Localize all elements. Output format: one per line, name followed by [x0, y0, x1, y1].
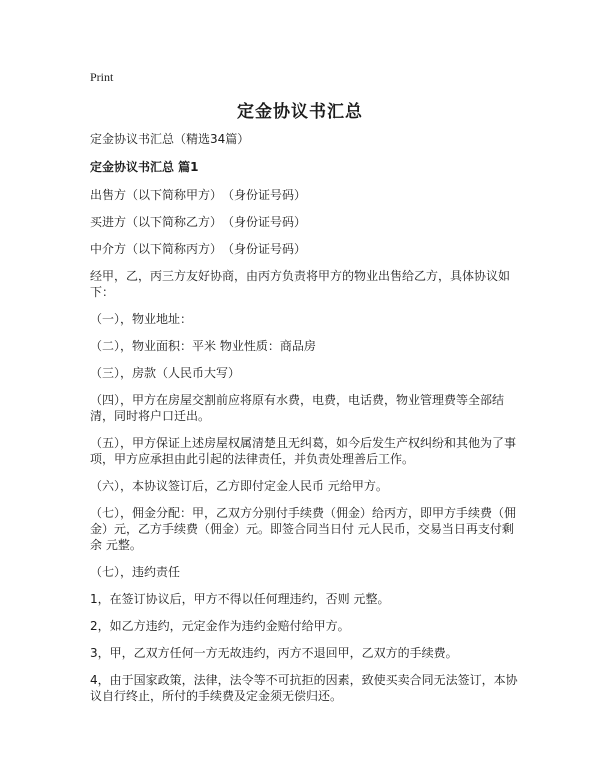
paragraph-item-2: （二），物业面积：平米 物业性质：商品房 [90, 339, 316, 353]
paragraph-item-3: （三），房款（人民币大写） [90, 366, 241, 380]
paragraph-breach-heading: （七），违约责任 [90, 565, 181, 579]
paragraph-item-1: （一），物业地址： [90, 312, 193, 326]
paragraph-intro: 经甲，乙，丙三方友好协商，由丙方负责将甲方的物业出售给乙方，具体协议如下： [90, 269, 511, 299]
paragraph-breach-1: 1，在签订协议后，甲方不得以任何理违约，否则 元整。 [90, 592, 390, 606]
print-link[interactable]: Print [90, 70, 114, 84]
document-title: 定金协议书汇总 [237, 102, 363, 122]
paragraph-seller: 出售方（以下简称甲方） （身份证号码） [90, 188, 307, 202]
section-heading: 定金协议书汇总 篇1 [90, 160, 199, 174]
document-body [90, 131, 520, 715]
paragraph-breach-4: 4，由于国家政策，法律，法令等不可抗拒的因素，致使买卖合同无法签订，本协议自行终止，所付的手续费及定金须无偿归还。 [90, 673, 518, 703]
document-subtitle: 定金协议书汇总（精选34篇） [90, 132, 250, 146]
paragraph-breach-2: 2，如乙方违约，元定金作为违约金赔付给甲方。 [90, 619, 350, 633]
paragraph-item-5: （五），甲方保证上述房屋权属清楚且无纠葛，如今后发生产权纠纷和其他为了事项，甲方应承担由此引起的法律责任，并负责处理善后工作。 [90, 436, 517, 466]
paragraph-item-6: （六），本协议签订后，乙方即付定金人民币 元给甲方。 [90, 479, 388, 493]
paragraph-buyer: 买进方（以下简称乙方） （身份证号码） [90, 215, 307, 229]
paragraph-item-7: （七），佣金分配：甲，乙双方分别付手续费（佣金）给丙方，即甲方手续费（佣金）元，乙方手续费（佣金）元。即签合同当日付 元人民币，交易当日再支付剩余 元整。 [90, 506, 517, 552]
paragraph-agent: 中介方（以下简称丙方） （身份证号码） [90, 242, 307, 256]
paragraph-breach-3: 3，甲，乙双方任何一方无故违约，丙方不退回甲，乙双方的手续费。 [90, 646, 458, 660]
paragraph-item-4: （四），甲方在房屋交割前应将原有水费，电费，电话费，物业管理费等全部结清，同时将户口迁出。 [90, 393, 505, 423]
